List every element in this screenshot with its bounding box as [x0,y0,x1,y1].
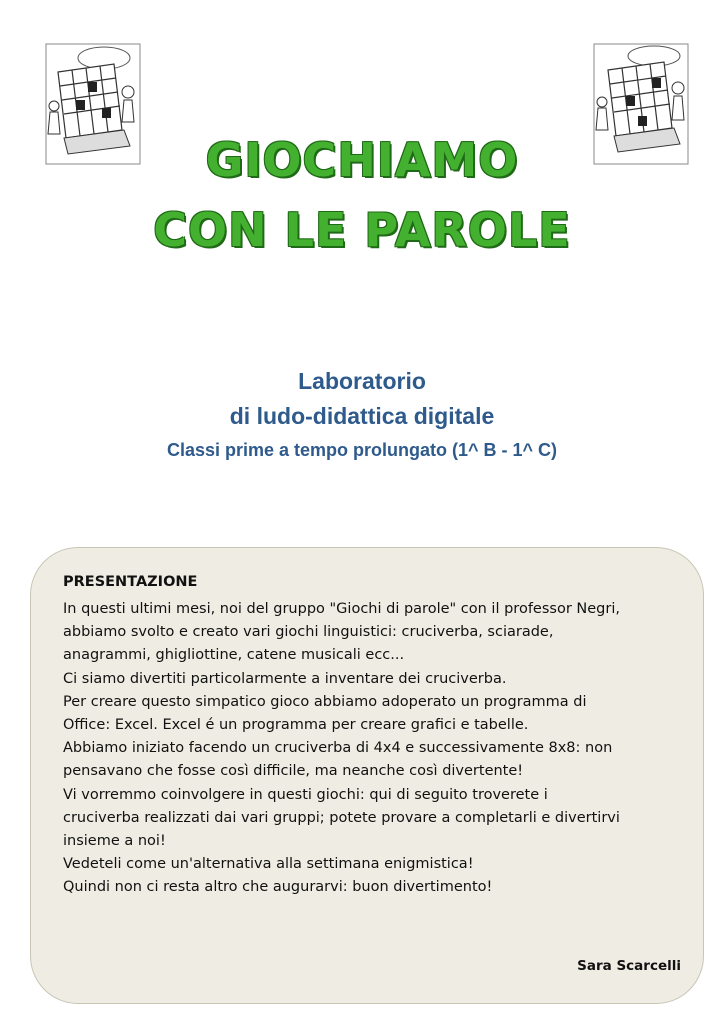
presentation-line: pensavano che fosse così difficile, ma neanche così divertente! [63,763,524,780]
presentation-line: Office: Excel. Excel é un programma per creare grafici e tabelle. [63,717,529,734]
presentation-line: abbiamo svolto e creato vari giochi linguistici: cruciverba, sciarade, [63,624,554,641]
presentation-line: Abbiamo iniziato facendo un cruciverba di 4x4 e successivamente 8x8: non [63,740,613,757]
presentation-line: cruciverba realizzati dai vari gruppi; potete provare a completarli e divertirvi [63,809,620,826]
presentation-line: Quindi non ci resta altro che augurarvi: buon divertimento! [63,879,493,896]
subtitle-laboratorio: Laboratorio [298,368,426,394]
presentation-line: insieme a noi! [63,833,166,850]
subtitle-classi: Classi prime a tempo prolungato (1^ B - 1^ C) [166,440,558,460]
page-title-line-2: CON LE PAROLE [153,203,571,257]
presentation-line: Per creare questo simpatico gioco abbiamo adoperato un programma di [63,693,587,710]
presentation-heading: PRESENTAZIONE [63,574,198,590]
subtitle-ludo-didattica: di ludo-didattica digitale [229,403,495,429]
author-signature: Sara Scarcelli [577,958,681,974]
presentation-body [63,598,693,900]
presentation-line: anagrammi, ghigliottine, catene musicali ecc... [63,647,405,664]
page-title-line-1: GIOCHIAMO [205,133,519,187]
presentation-line: Vi vorremmo coinvolgere in questi giochi: qui di seguito troverete i [63,786,548,803]
presentation-line: In questi ultimi mesi, noi del gruppo "Giochi di parole" con il professor Negri, [63,601,620,617]
presentation-panel [30,547,704,1004]
presentation-line: Ci siamo divertiti particolarmente a inventare dei cruciverba. [63,670,507,687]
presentation-line: Vedeteli come un'alternativa alla settimana enigmistica! [63,856,474,873]
